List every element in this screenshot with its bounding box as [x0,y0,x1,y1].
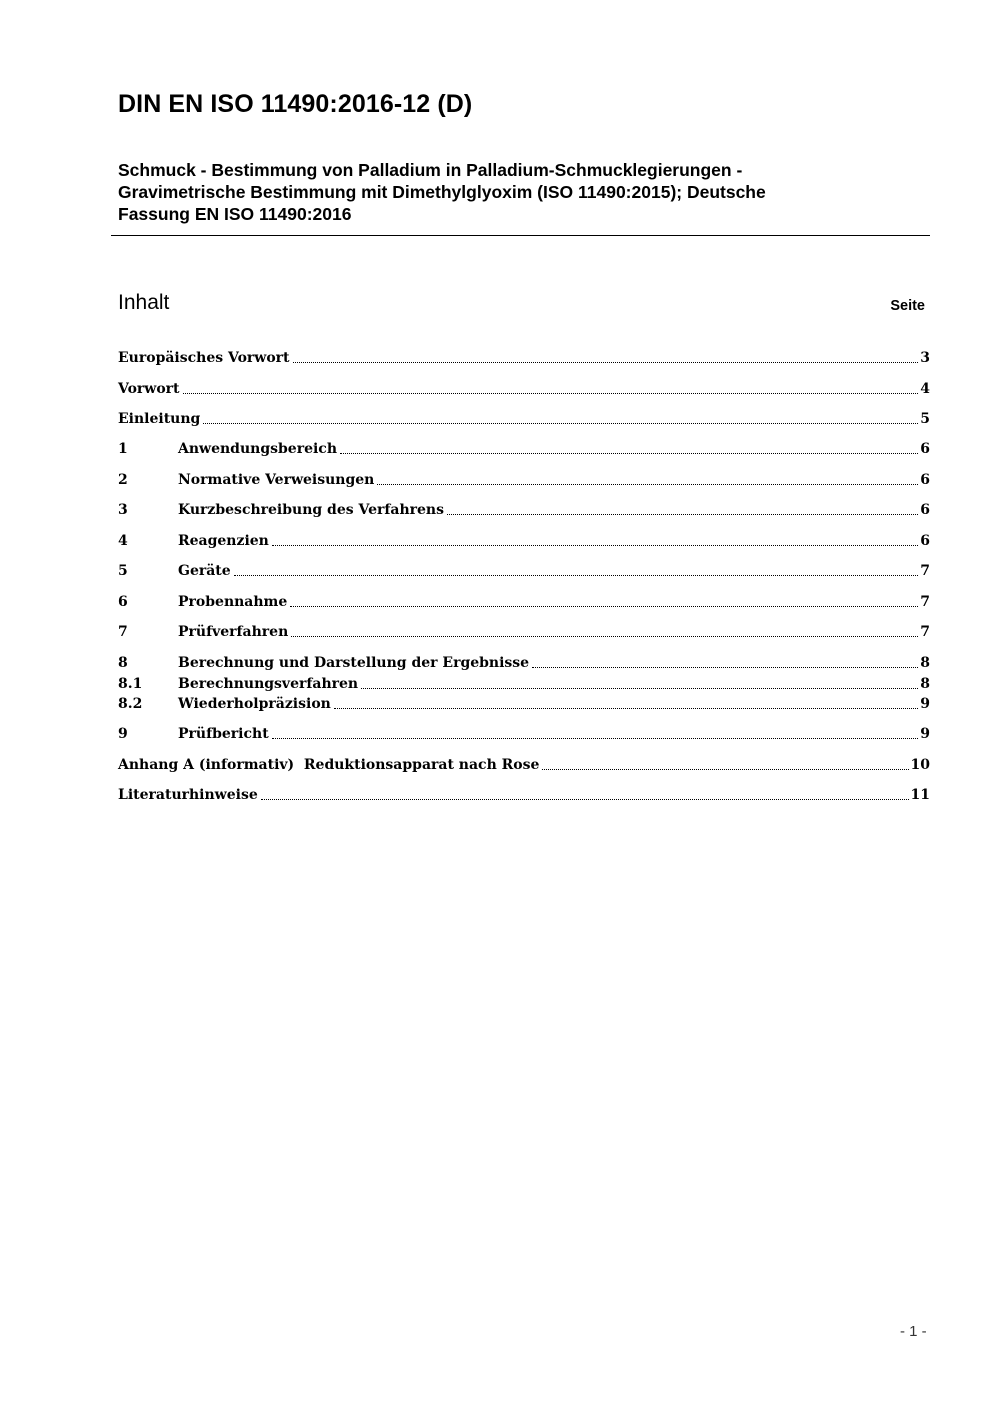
toc-heading: Inhalt [118,291,170,314]
toc-entry-section-8[interactable] [118,653,930,673]
toc-dot-leader [261,799,909,800]
toc-entry-page: 6 [920,441,930,457]
toc-entry-number: 8.2 [118,696,143,712]
toc-entry-section-5[interactable] [118,561,930,581]
toc-entry-page: 4 [920,381,930,397]
title-divider [111,235,930,236]
toc-entry-label: Literaturhinweise [118,787,258,803]
toc-entry-label: Probennahme [178,594,288,610]
document-title [118,159,908,225]
toc-entry-page: 11 [910,787,930,803]
toc-entry-page: 3 [920,350,930,366]
toc-entry-label: Berechnung und Darstellung der Ergebnisse [178,655,530,671]
toc-dot-leader [272,545,918,546]
toc-entry-page: 8 [920,655,930,671]
toc-entry-literaturhinweise[interactable] [118,785,930,805]
toc-dot-leader [272,738,919,739]
toc-entry-page: 7 [920,624,930,640]
toc-entry-label: Anwendungsbereich [178,441,337,457]
toc-entry-label: Reagenzien [178,533,269,549]
toc-entry-europaeisches-vorwort[interactable] [118,348,930,368]
toc-entry-number: 2 [118,472,128,488]
toc-entry-anhang-a[interactable] [118,755,930,775]
toc-entry-number: 1 [118,441,128,457]
toc-entry-page: 7 [920,563,930,579]
toc-entry-label: Vorwort [118,381,180,397]
toc-entry-page: 10 [910,757,930,773]
toc-entry-page: 6 [920,472,930,488]
toc-entry-page: 6 [920,502,930,518]
toc-entry-label: Kurzbeschreibung des Verfahrens [178,502,444,518]
toc-entry-label: Prüfbericht [178,726,269,742]
toc-entry-number: 8 [118,655,128,671]
toc-entry-section-8-1[interactable] [118,674,930,694]
document-id: DIN EN ISO 11490:2016-12 (D) [118,90,473,118]
toc-entry-page: 9 [920,696,930,712]
toc-entry-label: Geräte [178,563,231,579]
toc-dot-leader [293,362,919,363]
toc-entry-page: 8 [920,676,930,692]
toc-entry-vorwort[interactable] [118,379,930,399]
toc-dot-leader [361,688,918,689]
toc-entry-label: Anhang A (informativ) Reduktionsapparat nach Rose [118,757,540,773]
toc-entry-section-2[interactable] [118,470,930,490]
toc-entry-page: 5 [920,411,930,427]
toc-dot-leader [377,484,918,485]
document-title-line: Fassung EN ISO 11490:2016 [118,204,352,224]
toc-dot-leader [447,514,918,515]
toc-entry-number: 9 [118,726,128,742]
toc-dot-leader [532,667,918,668]
toc-dot-leader [203,423,918,424]
toc-entry-einleitung[interactable] [118,409,930,429]
toc-entry-label: Normative Verweisungen [178,472,375,488]
toc-entry-number: 8.1 [118,676,143,692]
toc-entry-section-1[interactable] [118,439,930,459]
toc-entry-label: Prüfverfahren [178,624,289,640]
document-title-line: Schmuck - Bestimmung von Palladium in Palladium-Schmucklegierungen - [118,160,743,180]
toc-entry-label: Europäisches Vorwort [118,350,290,366]
toc-entry-number: 7 [118,624,128,640]
toc-page-column-heading: Seite [890,298,925,314]
toc-entry-section-9[interactable] [118,724,930,744]
toc-entry-section-8-2[interactable] [118,694,930,714]
toc-entry-label: Einleitung [118,411,201,427]
toc-entry-section-4[interactable] [118,531,930,551]
toc-entry-page: 7 [920,594,930,610]
toc-entry-number: 3 [118,502,128,518]
toc-dot-leader [340,453,918,454]
toc-entry-label: Wiederholpräzision [178,696,331,712]
toc-dot-leader [234,575,919,576]
toc-dot-leader [542,769,908,770]
toc-dot-leader [334,708,918,709]
toc-entry-section-6[interactable] [118,592,930,612]
toc-entry-number: 6 [118,594,128,610]
page-number: - 1 - [900,1323,927,1340]
toc-entry-number: 4 [118,533,128,549]
toc-entry-page: 6 [920,533,930,549]
document-title-line: Gravimetrische Bestimmung mit Dimethylglyoxim (ISO 11490:2015); Deutsche [118,182,766,202]
toc-dot-leader [183,393,919,394]
toc-entry-section-3[interactable] [118,500,930,520]
toc-dot-leader [291,636,918,637]
toc-dot-leader [290,606,918,607]
toc-entry-label: Berechnungsverfahren [178,676,359,692]
toc-entry-page: 9 [920,726,930,742]
toc-entry-section-7[interactable] [118,622,930,642]
toc-entry-number: 5 [118,563,128,579]
